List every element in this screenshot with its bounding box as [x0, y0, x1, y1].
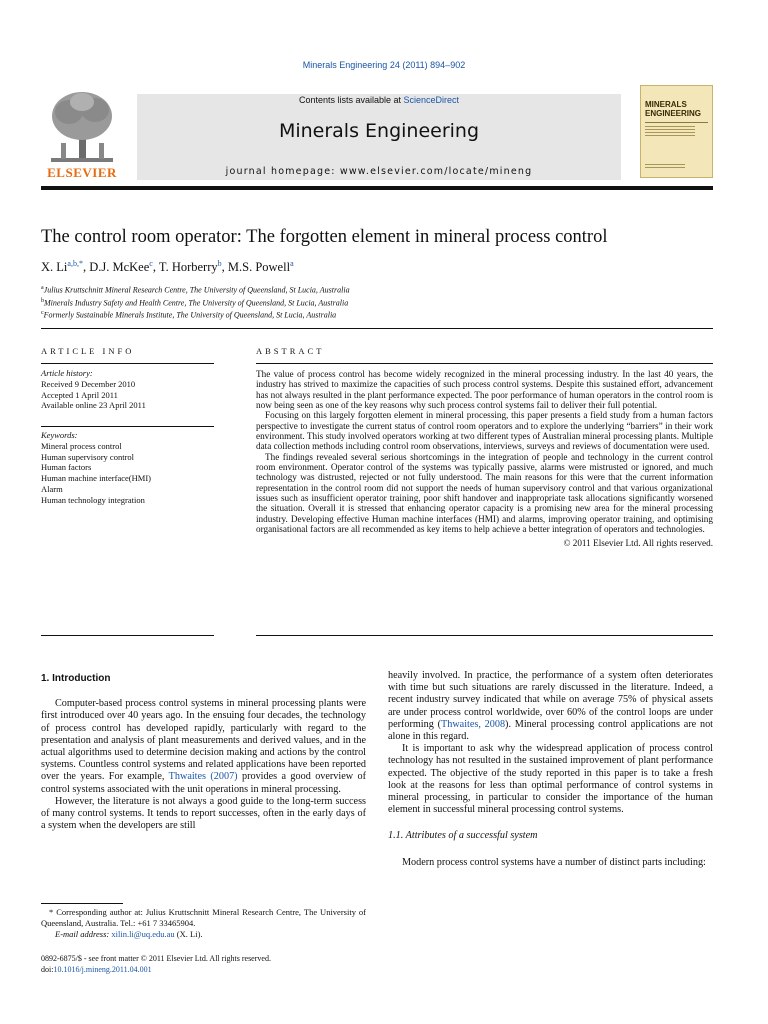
body-paragraph: It is important to ask why the widespread application of process control technology has not resulted in the sustained improvement of plant performance expected. The objective of the study reported in this paper is to take a fresh look at the reasons for less than optimal performance of control systems in mineral processing, in particular to consider the importance of the human element in successful mineral processing control systems. — [388, 743, 713, 816]
affiliation-mark: b — [41, 297, 44, 304]
affiliation-mark: a — [41, 285, 44, 291]
affiliation — [41, 308, 350, 321]
header-divider — [41, 186, 713, 190]
affiliation-mark: c — [41, 310, 44, 317]
history-accepted: Accepted 1 April 2011 — [41, 389, 118, 400]
journal-homepage[interactable]: journal homepage: www.elsevier.com/locate/mineng — [225, 166, 533, 177]
article-info-rule — [41, 363, 214, 364]
cover-title: MINERALS ENGINEERING — [645, 100, 702, 118]
contents-prefix: Contents lists available at — [298, 95, 404, 105]
email-suffix: (X. Li). — [174, 929, 203, 939]
history-received: Received 9 December 2010 — [41, 378, 136, 389]
sciencedirect-link[interactable]: ScienceDirect — [403, 95, 460, 105]
title-divider — [41, 328, 713, 329]
author-affiliation-mark[interactable]: b — [217, 259, 222, 268]
affiliation-text: Formerly Sustainable Minerals Institute, The University of Queensland, St Lucia, Australia — [43, 310, 337, 320]
history-online: Available online 23 April 2011 — [41, 400, 146, 411]
footnote — [41, 907, 366, 940]
author-affiliation-mark[interactable]: c — [149, 259, 153, 268]
history-label: Article history: — [41, 368, 93, 378]
body-paragraph: Modern process control systems have a number of distinct parts including: — [402, 856, 706, 868]
doi-link[interactable]: 10.1016/j.mineng.2011.04.001 — [53, 965, 152, 974]
body-paragraph: However, the literature is not always a good guide to the long-term success of many control systems. It tends to report successes, often in the early days of a system when the developers are still — [41, 795, 366, 832]
abstract-paragraph: The value of process control has become widely recognized in the mineral processing industry. In the last 40 years, the industry has strived to maximize the capacities of such process control systems. Despite this sustained effort, advancement has not always resulted in the plant performance expected. The poor performance of human operators in the control room is now being seen as one of the key reasons why such process control systems fail to deliver their full potential. — [256, 369, 713, 411]
author-separator: , — [152, 260, 159, 275]
keyword: Alarm — [41, 483, 63, 494]
author-separator: , — [221, 260, 228, 275]
body-paragraph — [388, 670, 713, 743]
abstract-paragraph: The findings revealed several serious shortcomings in the integration of people and technology in the current control room environment. Operator control of the systems was typically passive, alarms were mistrusted or ignored, and much technology was distrusted, rejected or not fully understood. The main reasons for this were that the current information representation in the control room did not support the needs of human supervisory control and that various organizational issues such as insufficient operator training, poor shift handover and inappropriate task allocations significantly worsened the situation. Overall it is stressed that enhancing operator capacity is a promising new area for the mineral processing industry. Developing effective Human machine interfaces (HMI) and alarms, improving operator training, and optimising organisational factors are all recommended as key items to help achieve a better integration of operators and technologies. — [256, 451, 713, 535]
keywords-label: Keywords: — [41, 430, 78, 440]
contents-line — [137, 95, 621, 105]
footnote-rule — [41, 903, 123, 904]
keyword: Human technology integration — [41, 494, 145, 505]
section-title: 1. Introduction — [41, 673, 111, 684]
email-label: E-mail address: — [55, 929, 112, 939]
journal-name: Minerals Engineering — [278, 120, 480, 142]
cover-rule — [645, 122, 708, 123]
body-paragraph — [41, 698, 366, 796]
article-title: The control room operator: The forgotten element in mineral process control — [41, 227, 608, 247]
affiliation-text: Minerals Industry Safety and Health Centre, The University of Queensland, St Lucia, Australia — [44, 298, 349, 308]
body-column-left — [41, 673, 366, 832]
keyword: Human factors — [41, 462, 92, 473]
author-affiliation-mark[interactable]: a,b,* — [67, 259, 83, 268]
keyword: Human machine interface(HMI) — [41, 473, 151, 484]
affiliation — [41, 283, 350, 296]
affiliation-text: Julius Kruttschnitt Mineral Research Centre, The University of Queensland, St Lucia, Australia — [43, 285, 350, 295]
body-text: ). Mineral processing control applications are not alone in this regard. — [388, 718, 713, 743]
author-affiliation-mark[interactable]: a — [290, 259, 294, 268]
body-column-right — [388, 670, 713, 869]
citation-link[interactable]: Thwaites, 2008 — [441, 718, 506, 730]
email-link[interactable]: xilin.li@uq.edu.au — [111, 929, 175, 939]
author-name: T. Horberry — [158, 260, 218, 275]
abstract-copyright: © 2011 Elsevier Ltd. All rights reserved. — [563, 537, 713, 548]
author-separator: , — [82, 260, 90, 275]
affiliations — [41, 283, 350, 321]
body-text: provides a good overview of control systems associated with the unit operations in mineral processing. — [41, 771, 366, 795]
journal-cover-thumbnail — [640, 85, 713, 178]
subsection-title: 1.1. Attributes of a successful system — [388, 830, 538, 842]
body-text: heavily involved. In practice, the performance of a system often deteriorates with time but such situations are rarely discussed in the literature. Indeed, a recent industry survey indicated that while on average 75% of physical assets are under process control worldwide, over 60% of the control loops are under performing ( — [388, 670, 713, 730]
citation-link[interactable]: Thwaites (2007) — [168, 771, 238, 783]
keywords — [41, 430, 214, 506]
email-line — [41, 929, 366, 940]
abstract-heading: ABSTRACT — [256, 346, 325, 356]
abstract-rule — [256, 635, 713, 636]
front-matter-meta — [41, 953, 441, 975]
doi-line — [41, 964, 441, 975]
article-info-rule — [41, 426, 214, 427]
author-list — [41, 259, 294, 275]
cover-footer-lines — [645, 164, 685, 170]
author-name: M.S. Powell — [227, 260, 291, 275]
elsevier-wordmark: ELSEVIER — [47, 165, 117, 180]
keyword: Human supervisory control — [41, 451, 135, 462]
doi-label: doi: — [41, 965, 54, 974]
abstract-body — [256, 369, 713, 548]
keyword: Mineral process control — [41, 440, 122, 451]
author-name: X. Li — [41, 260, 68, 275]
article-info-rule — [41, 635, 214, 636]
article-info-heading: ARTICLE INFO — [41, 346, 135, 356]
affiliation — [41, 296, 350, 309]
cover-text-lines — [645, 126, 695, 138]
journal-citation[interactable]: Minerals Engineering 24 (2011) 894–902 — [302, 60, 466, 70]
corresponding-author-note: * Corresponding author at: Julius Kruttschnitt Mineral Research Centre, The University of Queensland, Australia. Tel.: +61 7 33465904. — [41, 907, 366, 928]
abstract-paragraph: Focusing on this largely forgotten element in mineral processing, this paper presents a field study from a human factors perspective to investigate the current status of control room operators and to explore the underlying “barriers” in their work environment. This study involved operators working at two different types of Australian mineral processing plants. Multiple data collection methods including control room observations, interviews, surveys and reviews of documentation were used. — [256, 410, 713, 452]
article-history — [41, 368, 214, 411]
author-name: D.J. McKee — [89, 260, 150, 275]
abstract-rule — [256, 363, 713, 364]
body-text: Computer-based process control systems in mineral processing plants were first introduced over 40 years ago. In the ensuing four decades, the technology of process control has developed rapidly, particularly with regard to the presentation and analysis of plant measurements and derived values, and in the actual algorithms used to determine decision making and actions by the control systems. Countless control systems and related applications have been reported over the years. For example, — [41, 698, 366, 783]
issn-line: 0892-6875/$ - see front matter © 2011 Elsevier Ltd. All rights reserved. — [41, 954, 271, 963]
